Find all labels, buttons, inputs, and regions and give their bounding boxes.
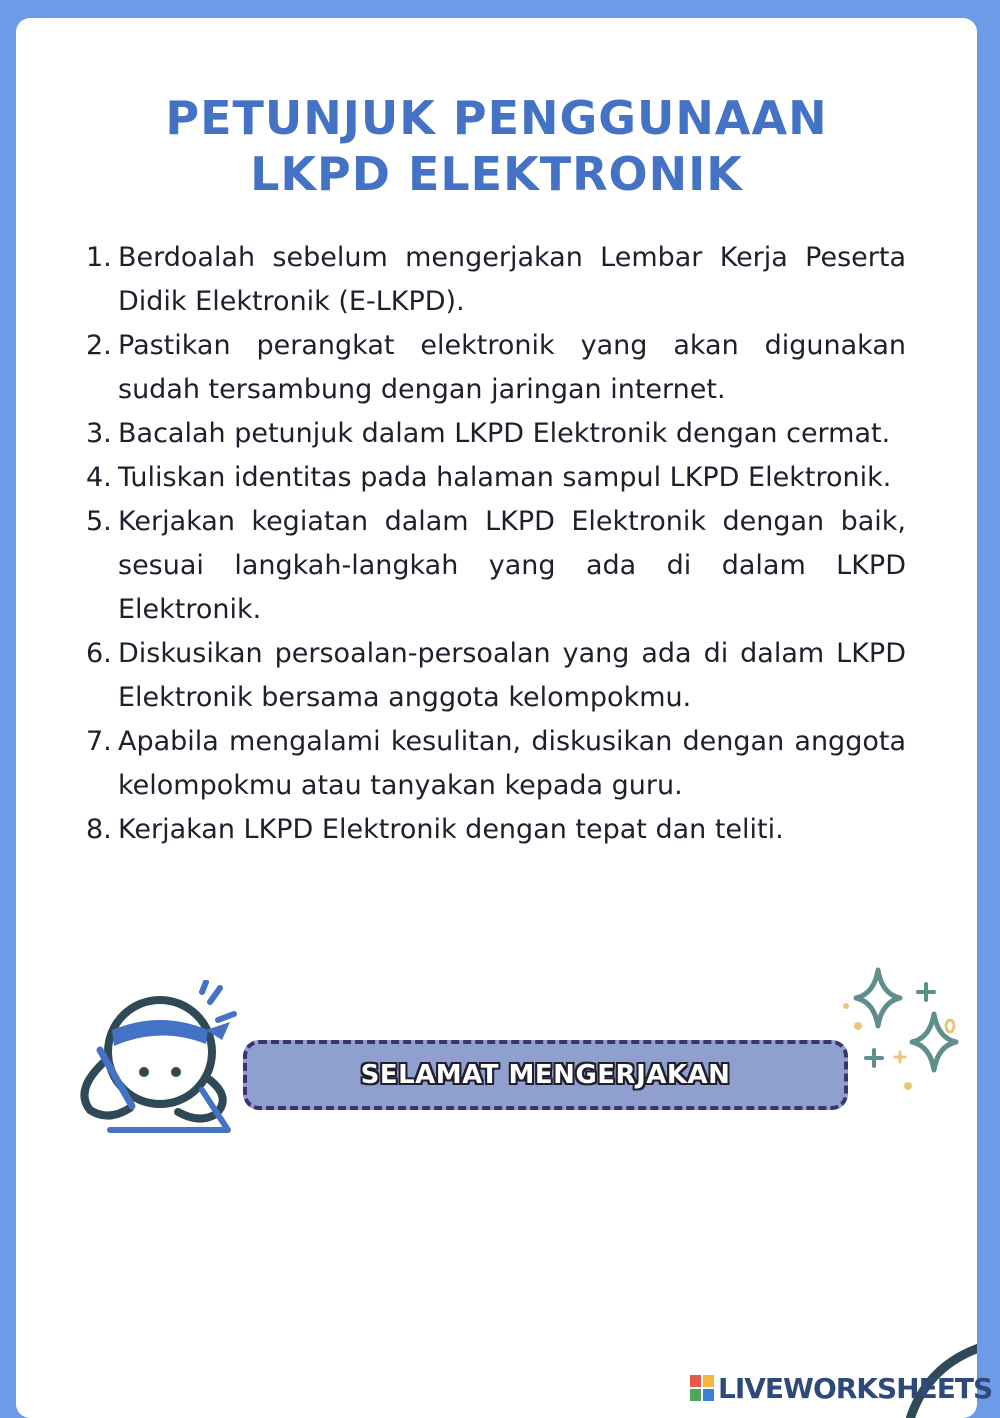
- list-item: [86, 632, 906, 720]
- item-text: Kerjakan kegiatan dalam LKPD Elektronik dengan baik, sesuai langkah-langkah yang ada di dalam LKPD Elektronik.: [118, 506, 906, 625]
- list-item: [86, 500, 906, 632]
- item-number: 6.: [86, 638, 112, 669]
- title-line-1: PETUNJUK PENGGUNAAN: [165, 91, 828, 145]
- banner-label: SELAMAT MENGERJAKAN: [360, 1060, 731, 1090]
- item-text: Bacalah petunjuk dalam LKPD Elektronik dengan cermat.: [118, 418, 891, 449]
- list-item: [86, 324, 906, 412]
- instruction-list: [86, 236, 906, 852]
- liveworksheets-brand: [690, 1372, 992, 1404]
- item-number: 3.: [86, 418, 112, 449]
- sparkles-icon: [838, 966, 968, 1106]
- item-text: Tuliskan identitas pada halaman sampul LKPD Elektronik.: [118, 462, 892, 493]
- list-item: [86, 456, 906, 500]
- item-number: 2.: [86, 330, 112, 361]
- list-item: [86, 720, 906, 808]
- brand-name: LIVEWORKSHEETS: [718, 1371, 993, 1405]
- item-number: 4.: [86, 462, 112, 493]
- item-number: 5.: [86, 506, 112, 537]
- list-item: [86, 412, 906, 456]
- selamat-mengerjakan-banner: [243, 1040, 848, 1110]
- title-line-2: LKPD ELEKTRONIK: [250, 147, 743, 201]
- liveworksheets-logo-icon: [690, 1375, 714, 1401]
- list-item: [86, 236, 906, 324]
- item-number: 1.: [86, 242, 112, 273]
- item-text: Diskusikan persoalan-persoalan yang ada di dalam LKPD Elektronik bersama anggota kelompokmu.: [118, 638, 906, 713]
- item-text: Kerjakan LKPD Elektronik dengan tepat dan teliti.: [118, 814, 784, 845]
- item-number: 8.: [86, 814, 112, 845]
- item-text: Apabila mengalami kesulitan, diskusikan dengan anggota kelompokmu atau tanyakan kepada guru.: [118, 726, 906, 801]
- worksheet-page: [16, 18, 977, 1418]
- item-text: Berdoalah sebelum mengerjakan Lembar Kerja Peserta Didik Elektronik (E-LKPD).: [118, 242, 906, 317]
- list-item: [86, 808, 906, 852]
- character-illustration-icon: [60, 980, 240, 1140]
- item-text: Pastikan perangkat elektronik yang akan digunakan sudah tersambung dengan jaringan internet.: [118, 330, 906, 405]
- item-number: 7.: [86, 726, 112, 757]
- page-title: [16, 90, 977, 202]
